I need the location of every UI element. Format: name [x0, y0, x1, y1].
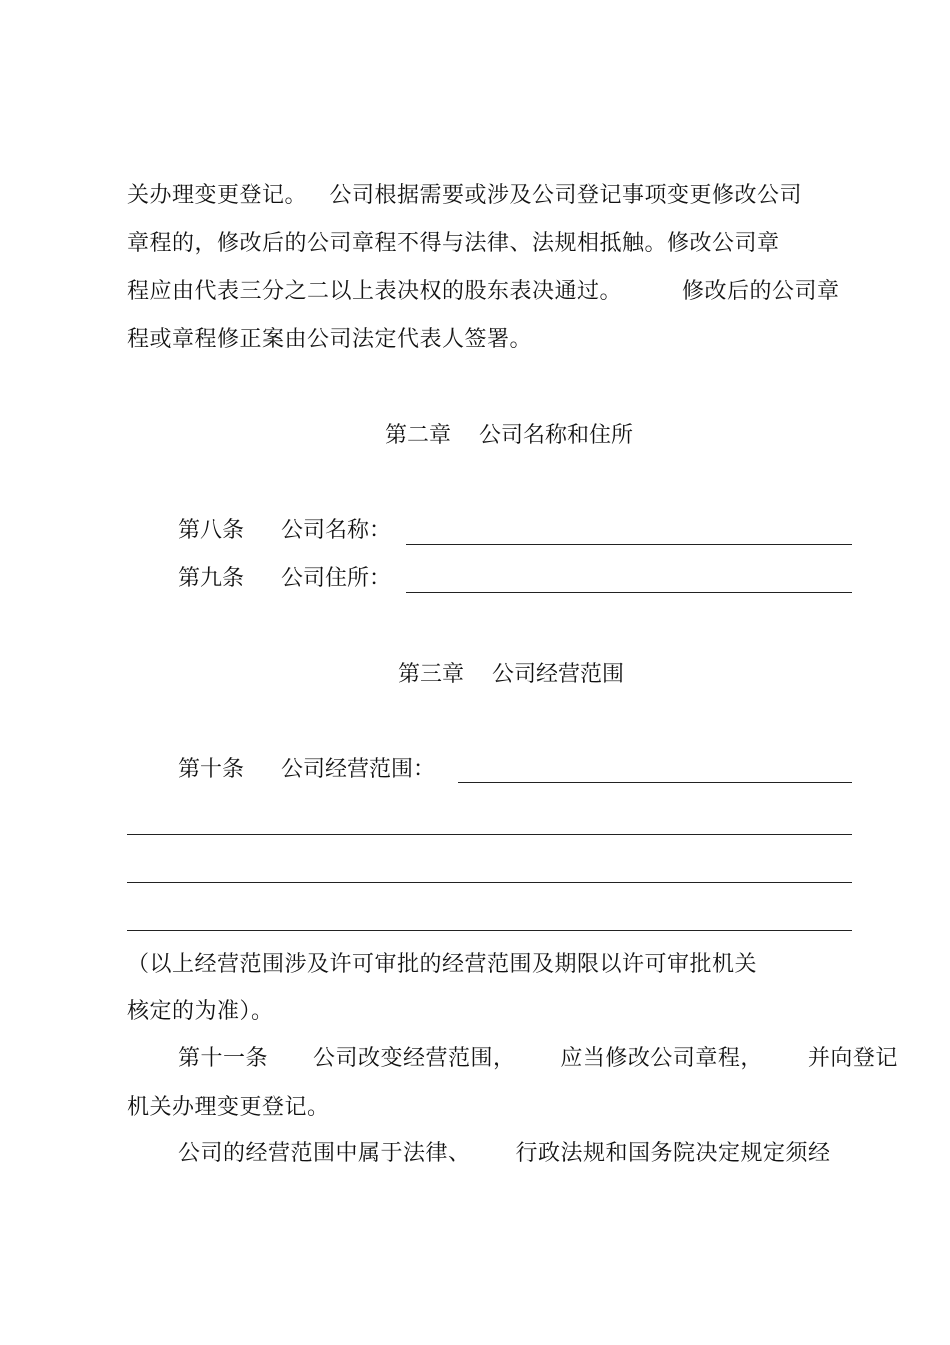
chapter-2-title: 第二章 公司名称和住所 — [385, 423, 633, 448]
article-8-label: 公司名称： — [281, 518, 392, 543]
chapter-3-title: 第三章 公司经营范围 — [398, 662, 624, 687]
article-10-label: 公司经营范围： — [281, 757, 436, 782]
article-11-line-3: 公司的经营范围中属于法律、 行政法规和国务院决定规定须经 — [178, 1141, 831, 1166]
business-scope-blank-1[interactable] — [458, 782, 852, 783]
intro-line-3: 程应由代表三分之二以上表决权的股东表决通过。 修改后的公司章 — [127, 279, 840, 304]
intro-line-2: 章程的，修改后的公司章程不得与法律、法规相抵触。修改公司章 — [127, 231, 780, 256]
scope-note-line-2: 核定的为准）。 — [127, 999, 274, 1024]
article-10-number: 第十条 — [178, 757, 245, 782]
scope-note-line-1: （以上经营范围涉及许可审批的经营范围及期限以许可审批机关 — [127, 952, 758, 977]
company-name-blank[interactable] — [406, 544, 852, 545]
business-scope-blank-3[interactable] — [127, 882, 852, 883]
article-9-number: 第九条 — [178, 566, 245, 591]
intro-line-4: 程或章程修正案由公司法定代表人签署。 — [127, 327, 533, 352]
intro-line-1: 关办理变更登记。 公司根据需要或涉及公司登记事项变更修改公司 — [127, 183, 802, 208]
business-scope-blank-4[interactable] — [127, 930, 852, 931]
company-address-blank[interactable] — [406, 592, 852, 593]
article-11-line-1: 第十一条 公司改变经营范围， 应当修改公司章程， 并向登记 — [178, 1046, 898, 1071]
business-scope-blank-2[interactable] — [127, 834, 852, 835]
article-9-label: 公司住所： — [281, 566, 392, 591]
article-8-number: 第八条 — [178, 518, 245, 543]
article-11-line-2: 机关办理变更登记。 — [127, 1095, 330, 1120]
